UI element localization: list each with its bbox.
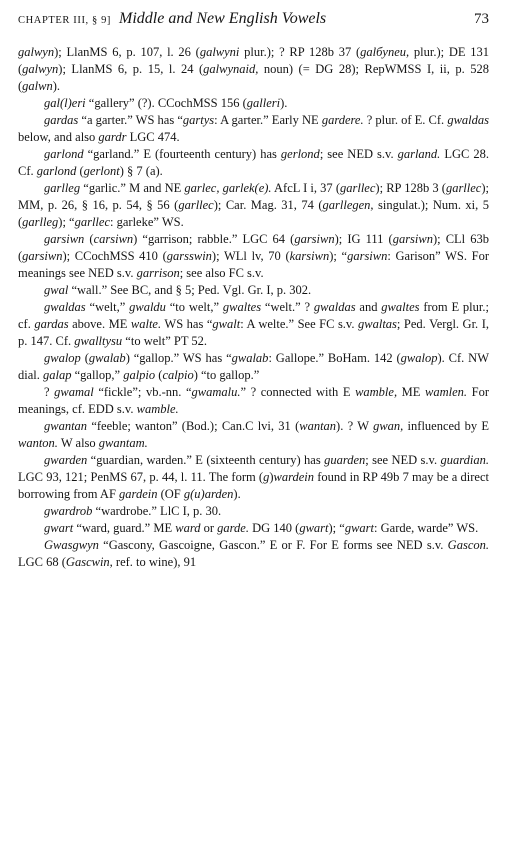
italic-form: galwyni [199,45,240,59]
italic-form: gwaltas [358,317,397,331]
italic-form: gwaldas [447,113,490,127]
italic-form: garlond [44,147,84,161]
dictionary-entry [18,299,489,350]
italic-form: wamble, [355,385,398,399]
italic-form: gwalab [88,351,126,365]
italic-form: gwarden [44,453,88,467]
entry-text: ); CLl 63b ( [18,232,489,263]
italic-form: guarden [324,453,366,467]
entry-text: ” ? connected with E [240,385,356,399]
italic-form: galwyn [18,45,55,59]
italic-form: galleri [246,96,281,110]
italic-form: garlleg [44,181,81,195]
entry-text: ; see also FC s.v. [179,266,264,280]
italic-form: wardein [273,470,315,484]
entry-text: “fickle”; vb.-nn. “ [93,385,192,399]
entry-text: “ward, guard.” ME [73,521,176,535]
dictionary-entry [18,231,489,282]
entry-text: ); LlanMS 6, p. 107, l. 26 ( [54,45,200,59]
entry-text: “feeble; wanton” (Bod.); Can.C lvi, 31 ( [87,419,300,433]
dictionary-entry [18,95,489,112]
entry-text: above. ME [68,317,131,331]
entry-text: : Gallope.” BoHam. 142 ( [268,351,401,365]
entry-text: For meanings, cf. EDD s.v. [18,385,489,416]
entry-text: ; Ped. Vergl. Gr. I, p. 147. Cf. [18,317,489,348]
italic-form: guardian. [440,453,489,467]
entry-text: ) § 7 (a). [119,164,163,178]
italic-form: galбyneu, [360,45,410,59]
dictionary-entry [18,384,489,418]
italic-form: galwn [22,79,53,93]
italic-form: galap [43,368,72,382]
italic-form: g [263,470,270,484]
dictionary-entry [18,452,489,503]
entry-text: LGC 68 ( [18,555,66,569]
dictionary-entry [18,180,489,231]
dictionary-entry [18,520,489,537]
italic-form: gardas [44,113,79,127]
entry-text: ); “ [58,215,75,229]
italic-form: g(u)arden [183,487,234,501]
italic-form: gwamal [54,385,94,399]
italic-form: gwalt [212,317,241,331]
entry-text: ); RP 128b 3 ( [375,181,446,195]
entry-text: ( [80,351,89,365]
entry-text: “wardrobe.” LlC I, p. 30. [92,504,222,518]
entry-text: : A garter.” Early NE [214,113,322,127]
italic-form: garsswin [166,249,212,263]
italic-form: gwart [344,521,375,535]
entry-text: plur.); ? RP 128b 37 ( [239,45,361,59]
italic-form: garlec, garlek(e). [184,181,272,195]
entry-text: LGC 28. Cf. [18,147,489,178]
entry-text: W also [57,436,99,450]
dictionary-entry [18,537,489,571]
entry-text: ) “gallop.” WS has “ [125,351,232,365]
entry-text: ); “ [328,521,345,535]
dictionary-entry [18,350,489,384]
italic-form: wamble. [136,402,179,416]
entry-text: singulat.); Num. xi, 5 ( [18,198,489,229]
entry-text: ). ? W [336,419,374,433]
dictionary-entry [18,503,489,520]
entry-text: ); LlanMS 6, p. 15, l. 24 ( [58,62,204,76]
italic-form: garrison [136,266,180,280]
italic-form: garllegen, [322,198,374,212]
entry-text: from E plur.; cf. [18,300,489,331]
entry-text: ( [84,232,94,246]
italic-form: garlond [36,164,77,178]
italic-form: gwal [44,283,69,297]
entry-text: ). [280,96,288,110]
entry-text: or [200,521,218,535]
italic-form: gardr [98,130,127,144]
entry-text: “Gascony, Gascoigne, Gascon.” E or F. For E forms see NED s.v. [98,538,448,552]
italic-form: walte. [130,317,162,331]
italic-form: wantan [299,419,337,433]
italic-form: gwalop [400,351,438,365]
entry-text: “garlic.” M and NE [80,181,185,195]
italic-form: garsiwn [347,249,388,263]
entry-text: found in RP 49b 7 may be a direct borrowing from AF [18,470,489,501]
entry-text: LGC 93, 121; PenMS 67, p. 44, l. 11. The form ( [18,470,264,484]
entry-text: ref. to wine), 91 [112,555,197,569]
italic-form: garde. [217,521,249,535]
entry-text: : garleke” WS. [110,215,184,229]
italic-form: carsiwn [93,232,134,246]
italic-form: gwan, [373,419,404,433]
entry-text: ); CCochMSS 410 ( [62,249,167,263]
entry-text: ) “garrison; rabble.” LGC 64 ( [133,232,295,246]
entry-text: LGC 474. [126,130,180,144]
italic-form: gwardrob [44,504,93,518]
italic-form: wamlen. [425,385,468,399]
entry-text: ; see NED s.v. [319,147,398,161]
italic-form: garsiwn [294,232,335,246]
dictionary-entry [18,418,489,452]
italic-form: garsiwn [44,232,85,246]
italic-form: gardere. [321,113,364,127]
entry-text: “gallery” (?). CCochMSS 156 ( [85,96,247,110]
page-number: 73 [474,11,489,27]
italic-form: gwaldas [313,300,356,314]
dictionary-entry [18,282,489,299]
chapter-reference: CHAPTER III, § 9] [18,15,112,26]
entry-text: “guardian, warden.” E (sixteenth century) has [87,453,325,467]
italic-form: garland. [397,147,441,161]
entry-text: below, and also [18,130,99,144]
entry-text: ) “to gallop.” [193,368,260,382]
italic-form: galpio [123,368,156,382]
running-head [18,10,489,40]
italic-form: gwaldu [129,300,166,314]
italic-form: gwalltysu [74,334,123,348]
entry-text: plur.); DE 131 ( [18,45,489,76]
entry-text: ) [269,470,274,484]
italic-form: karsiwn [289,249,330,263]
entry-text: and [355,300,382,314]
dictionary-entry [18,146,489,180]
entry-text: ); Car. Mag. 31, 74 ( [213,198,323,212]
entry-text: ). [52,79,61,93]
entry-text: “to welt” PT 52. [122,334,207,348]
dictionary-entry [18,112,489,146]
italic-form: gartys [182,113,215,127]
italic-form: garsiwn [22,249,63,263]
entry-text: “gallop,” [71,368,124,382]
entry-text: ). [233,487,241,501]
italic-form: gwamalu. [191,385,241,399]
italic-form: gwantan [44,419,88,433]
italic-form: gerlond [280,147,320,161]
italic-form: gerlont [83,164,120,178]
entry-text: ); “ [329,249,348,263]
entry-text: ); IG 111 ( [334,232,393,246]
italic-form: garllec [340,181,376,195]
italic-form: garllec [74,215,111,229]
entry-text: DG 140 ( [248,521,300,535]
italic-form: gwalop [44,351,81,365]
italic-form: gwalab [231,351,269,365]
entry-text: ). Cf. NW dial. [18,351,489,382]
entry-text: ); MM, p. 26, § 16, p. 54, § 56 ( [18,181,489,212]
entry-continuation [18,44,489,95]
italic-form: gardein [119,487,158,501]
entry-text: ; see NED s.v. [365,453,441,467]
italic-form: gwart [299,521,329,535]
entry-text: noun) (= DG 28); RepWMSS I, ii, p. 528 ( [18,62,489,93]
italic-form: galwyn [22,62,59,76]
italic-form: gwart [44,521,74,535]
italic-form: galwynaid, [203,62,259,76]
entry-text: “a garter.” WS has “ [78,113,183,127]
entry-text: “garland.” E (fourteenth century) has [83,147,281,161]
entry-text: “welt,” [85,300,130,314]
entry-text: ME [397,385,426,399]
entry-text: “wall.” See BC, and § 5; Ped. Vgl. Gr. I, p. 302. [68,283,312,297]
italic-form: garlleg [22,215,59,229]
entry-text: : Garison” WS. For meanings see NED s.v. [18,249,489,280]
entry-text: AfcL I i, 37 ( [271,181,340,195]
italic-form: gwantam. [98,436,148,450]
italic-form: garsiwn [392,232,433,246]
italic-form: calpio [162,368,194,382]
entry-text: WS has “ [161,317,213,331]
entry-text: “to welt,” [165,300,223,314]
italic-form: gardas [34,317,69,331]
italic-form: gwaldas [44,300,86,314]
italic-form: Gascwin, [65,555,113,569]
running-title: Middle and New English Vowels [119,10,327,27]
entry-text: : A welte.” See FC s.v. [240,317,359,331]
entry-text: ( [155,368,163,382]
entry-text: ( [76,164,84,178]
entry-text: influenced by E [403,419,489,433]
entry-text: (OF [157,487,184,501]
italic-form: gwaltes [222,300,262,314]
entry-text: “welt.” ? [261,300,314,314]
italic-form: wanton. [18,436,58,450]
entry-text: ? plur. of E. Cf. [363,113,448,127]
italic-form: gal(l)eri [44,96,86,110]
italic-form: garllec [445,181,482,195]
entry-text: : Garde, warde” WS. [374,521,479,535]
entry-text: ? [44,385,55,399]
italic-form: Gwasgwyn [44,538,99,552]
entry-text: ); WLl lv, 70 ( [211,249,290,263]
italic-form: garllec [178,198,214,212]
italic-form: ward [175,521,201,535]
body-text [18,44,489,571]
italic-form: Gascon. [447,538,489,552]
italic-form: gwaltes [381,300,420,314]
